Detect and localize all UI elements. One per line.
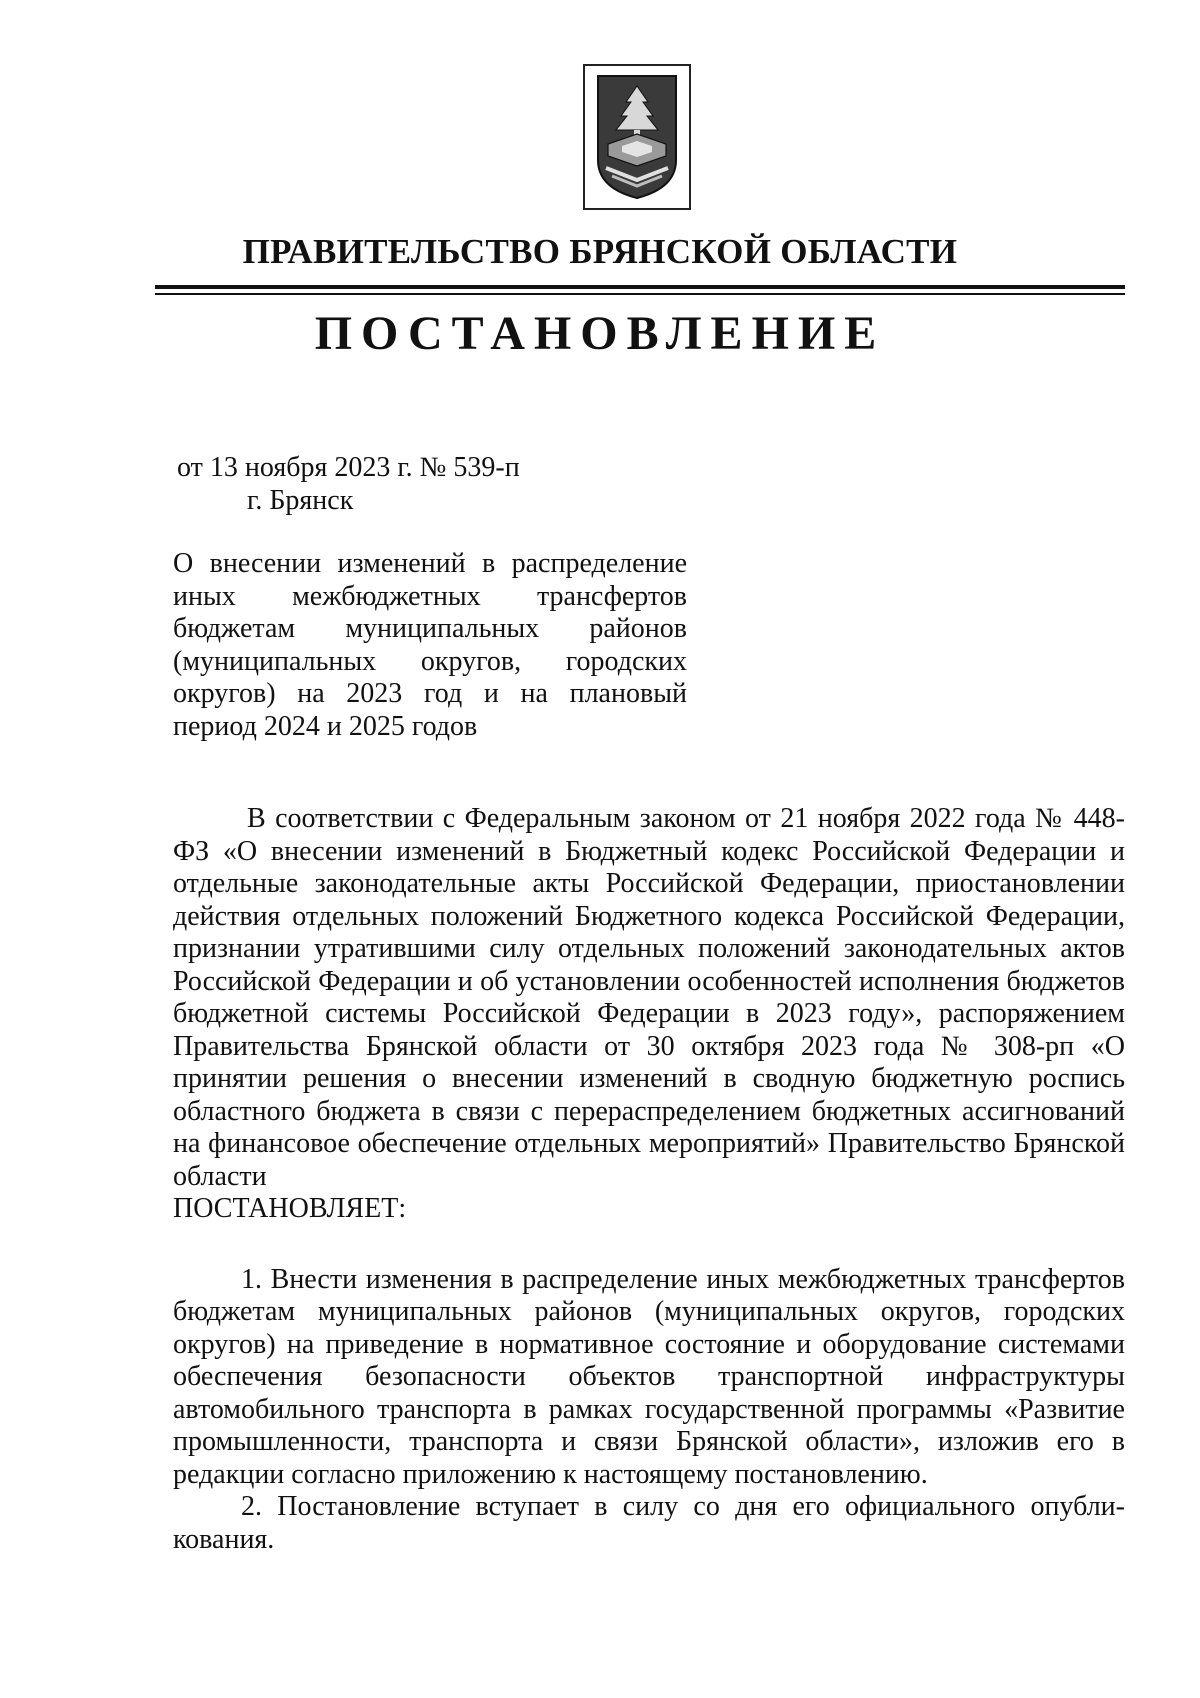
document-type: ПОСТАНОВЛЕНИЕ (314, 307, 886, 360)
coat-of-arms-icon (583, 64, 691, 210)
item-1-paragraph: 1. Внести изменения в распределение иных межбюджетных трансфертов бюджетам муниципальных районов (муниципальных округов, городских округов) на приведение в нормативное состояние и оборудование системами обеспечения безопасности объектов транспортной инфраструктуры автомобильного транспорта в рамках государственной программы «Развитие промышленности, транспорта и связи Брянской области», изложив его в редакции согласно приложению к настоящему постановлению. (173, 1263, 1125, 1490)
date-number: от 13 ноября 2023 г. № 539-п (177, 452, 520, 483)
header-rule-thin (155, 293, 1125, 295)
document-subject: О внесении изменений в распределение иных межбюджетных трансфертов бюджетам муниципальных районов (муниципальных округов, городских округов) на 2023 год и на плановый период 2024 и 2025 годов (173, 548, 687, 742)
preamble-paragraph: В соответствии с Федеральным законом от 21 ноября 2022 года № 448-ФЗ «О внесении изменений в Бюджетный кодекс Российской Федерации и отдельные законодательные акты Российской Федерации, приостановлении действия отдельных положений Бюджетного кодекса Российской Федерации, признании утратившими силу отдельных положений законодательных актов Российской Федерации и об установлении особенностей исполнения бюджетов бюджетной системы Российской Федерации в 2023 году», распоряжением Правительства Брянской области от 30 октября 2023 года № 308-рп «О принятии решения о внесении изменений в сводную бюджетную роспись областного бюджета в связи с перераспределением бюджетных ассигнований на финансовое обеспечение отдельных мероприятий» Правительство Брянской области (173, 803, 1125, 1192)
item-2-paragraph: 2. Постановление вступает в силу со дня его официального опубликования. (173, 1491, 1125, 1555)
decree-word: ПОСТАНОВЛЯЕТ: (173, 1193, 407, 1224)
city: г. Брянск (247, 485, 354, 516)
document-body (173, 803, 1125, 1556)
government-name: ПРАВИТЕЛЬСТВО БРЯНСКОЙ ОБЛАСТИ (242, 232, 958, 271)
header-rule-thick (155, 285, 1125, 289)
